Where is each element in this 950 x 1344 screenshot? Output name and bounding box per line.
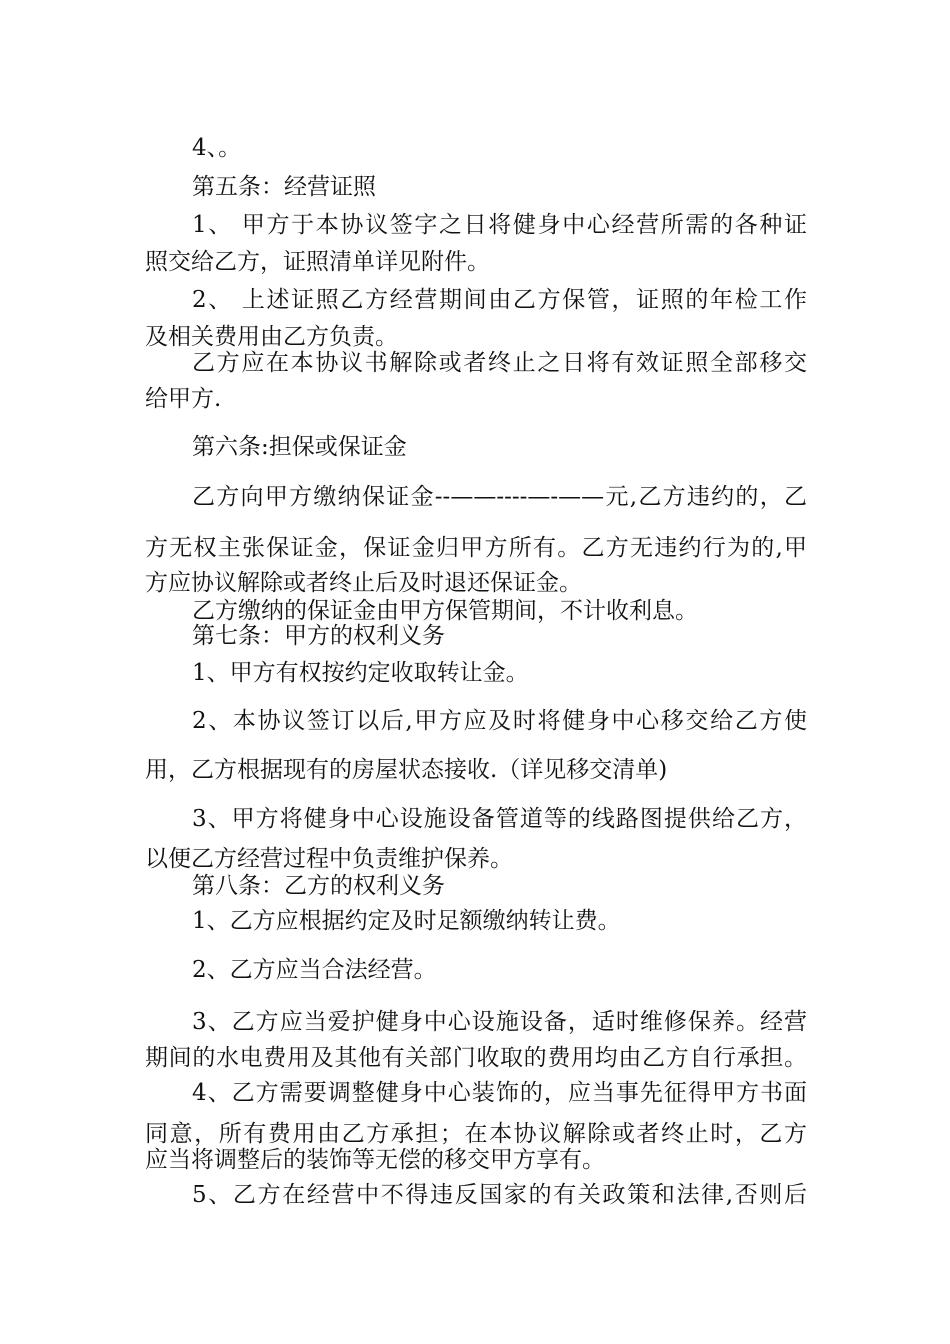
paragraph-line: 1、甲方有权按约定收取转让金。 [192, 660, 529, 686]
article-5-heading: 第五条：经营证照 [192, 174, 376, 200]
paragraph-line: 用，乙方根据现有的房屋状态接收.（详见移交清单) [145, 757, 668, 783]
paragraph-line: 及相关费用由乙方负责。 [145, 324, 398, 350]
paragraph-line: 期间的水电费用及其他有关部门收取的费用均由乙方自行承担。 [145, 1045, 807, 1071]
paragraph-line: 同意，所有费用由乙方承担；在本协议解除或者终止时，乙方 [145, 1121, 807, 1147]
paragraph-line: 5、乙方在经营中不得违反国家的有关政策和法律,否则后 [192, 1182, 807, 1208]
paragraph-line: 乙方应在本协议书解除或者终止之日将有效证照全部移交 [192, 350, 807, 376]
paragraph-line: 应当将调整后的装饰等无偿的移交甲方享有。 [145, 1147, 605, 1173]
paragraph-line: 方无权主张保证金，保证金归甲方所有。乙方无违约行为的,甲 [145, 535, 807, 561]
paragraph-line: 1、 甲方于本协议签字之日将健身中心经营所需的各种证 [192, 212, 807, 238]
paragraph-line: 乙方缴纳的保证金由甲方保管期间，不计收利息。 [192, 598, 698, 624]
article-7-heading: 第七条：甲方的权利义务 [192, 623, 445, 649]
paragraph-line: 方应协议解除或者终止后及时退还保证金。 [145, 570, 582, 596]
article-8-heading: 第八条：乙方的权利义务 [192, 873, 445, 899]
paragraph-line: 2、本协议签订以后,甲方应及时将健身中心移交给乙方使 [192, 708, 807, 734]
paragraph-line: 2、 上述证照乙方经营期间由乙方保管，证照的年检工作 [192, 287, 807, 313]
article-6-heading: 第六条:担保或保证金 [192, 434, 407, 460]
paragraph-line: 1、乙方应根据约定及时足额缴纳转让费。 [192, 908, 621, 934]
paragraph-line: 4、乙方需要调整健身中心装饰的，应当事先征得甲方书面 [192, 1080, 807, 1106]
paragraph-line: 2、乙方应当合法经营。 [192, 957, 437, 983]
paragraph-line: 3、乙方应当爱护健身中心设施设备，适时维修保养。经营 [192, 1009, 807, 1035]
paragraph-line: 给甲方. [145, 386, 222, 412]
paragraph-line: 照交给乙方，证照清单详见附件。 [145, 249, 490, 275]
clause-4-item: 4、。 [192, 135, 242, 161]
paragraph-line: 3、甲方将健身中心设施设备管道等的线路图提供给乙方， [192, 806, 807, 832]
paragraph-line: 以便乙方经营过程中负责维护保养。 [145, 846, 513, 872]
paragraph-line: 乙方向甲方缴纳保证金--——----—-——元,乙方违约的，乙 [192, 484, 807, 510]
